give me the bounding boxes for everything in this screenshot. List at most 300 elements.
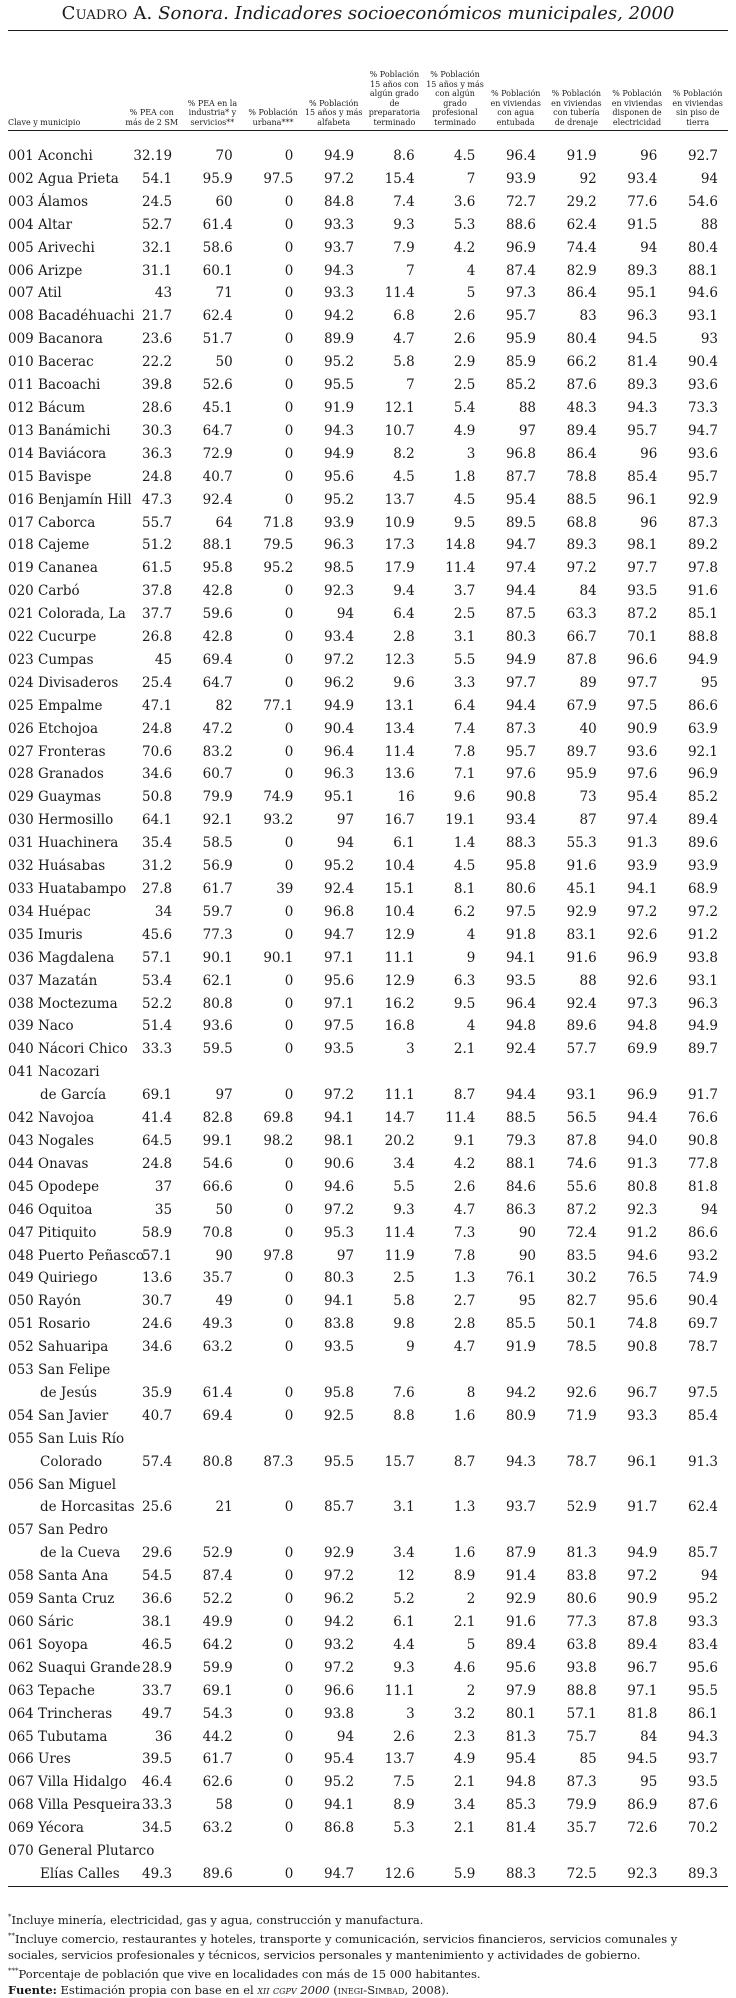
cell-value: 56.5 <box>566 1110 597 1127</box>
municipio-name: 050 Rayón <box>8 1293 82 1310</box>
cell-value: 91.7 <box>687 1087 718 1104</box>
cell-value: 0 <box>243 1863 304 1886</box>
cell-value: 83.1 <box>566 926 597 943</box>
cell-value <box>667 1519 728 1542</box>
municipio-name: 039 Naco <box>8 1018 74 1035</box>
cell-value: 89.7 <box>687 1041 718 1058</box>
cell-value: 2.5 <box>393 1270 415 1287</box>
table-row <box>8 1061 728 1084</box>
cell-value: 61.7 <box>202 881 233 897</box>
cell-value: 96.3 <box>687 995 718 1012</box>
title-prefix: Cuadro A. <box>61 3 153 24</box>
cell-value: 7.1 <box>453 766 476 783</box>
cell-value: 8.7 <box>453 1087 476 1104</box>
municipio-name: 024 Divisaderos <box>8 674 119 691</box>
municipio-name: 057 San Pedro <box>8 1522 109 1539</box>
table-row <box>8 1015 728 1038</box>
cell-value: 93.1 <box>687 972 718 989</box>
header-profesional: % Población 15 años y más con algún grado profesional terminado <box>425 31 486 131</box>
cell-value: 94.7 <box>687 422 718 439</box>
cell-value: 49.3 <box>202 1316 233 1333</box>
cell-value: 7 <box>466 170 476 187</box>
cell-value: 97.5 <box>687 1384 718 1401</box>
cell-value: 91.9 <box>323 399 355 416</box>
cell-value: 4.7 <box>453 1201 476 1218</box>
cell-value: 0 <box>284 239 294 256</box>
cell-value: 49 <box>215 1293 233 1310</box>
cell-value: 4.2 <box>453 239 476 256</box>
municipio-name: de Horcasitas <box>40 1499 135 1516</box>
cell-value: 59.5 <box>202 1041 233 1058</box>
cell-value: 9.5 <box>453 995 476 1012</box>
cell-value: 97.9 <box>505 1682 537 1699</box>
cell-value: 59.9 <box>202 1659 233 1676</box>
cell-value: 87.6 <box>566 377 597 394</box>
cell-value: 52.9 <box>202 1545 233 1562</box>
table-row <box>8 1267 728 1290</box>
cell-value: 97.2 <box>323 1568 355 1585</box>
cell-value <box>243 1061 304 1084</box>
cell-value: 12.1 <box>384 399 415 416</box>
cell-value: 93.9 <box>505 170 537 187</box>
cell-value: 93.8 <box>687 949 718 966</box>
cell-value: 44.2 <box>202 1728 233 1745</box>
cell-value: 88.3 <box>485 1863 546 1886</box>
cell-value <box>121 1519 182 1542</box>
table-row <box>8 786 728 809</box>
cell-value <box>425 1840 486 1863</box>
municipio-name: 025 Empalme <box>8 697 103 714</box>
cell-value: 95.2 <box>263 560 294 577</box>
cell-value: 8.2 <box>393 445 415 462</box>
cell-value: 20.2 <box>384 1132 415 1149</box>
cell-value: 0 <box>284 445 294 462</box>
cell-value <box>182 1840 243 1863</box>
cell-value <box>607 1428 668 1451</box>
cell-value: 62.4 <box>566 216 597 233</box>
cell-value: 89.3 <box>627 262 658 279</box>
cell-value: 93.6 <box>627 743 658 760</box>
cell-value: 88.5 <box>505 1110 537 1127</box>
cell-value: 0 <box>284 468 294 485</box>
cell-value: 97.1 <box>627 1682 658 1699</box>
cell-value: 81.8 <box>627 1705 658 1722</box>
cell-value: 97.2 <box>627 1568 658 1585</box>
cell-value: 0 <box>284 308 294 325</box>
cell-value: 0 <box>284 216 294 233</box>
cell-value: 15.7 <box>384 1453 415 1470</box>
source-note: Fuente: Estimación propia con base en el xii cgpv 2000 (inegi-Simbad, 2008). <box>8 1983 450 1998</box>
cell-value: 2.9 <box>453 354 476 371</box>
cell-value: 95.9 <box>505 331 537 348</box>
table-row <box>8 1176 728 1199</box>
cell-value: 94 <box>700 1568 718 1585</box>
cell-value <box>121 1428 182 1451</box>
cell-value: 4.7 <box>393 331 415 348</box>
cell-value: 6.1 <box>393 835 415 852</box>
cell-value: 34 <box>154 903 173 920</box>
cell-value: 83.5 <box>566 1247 597 1264</box>
cell-value: 93.2 <box>263 812 294 829</box>
cell-value: 15.1 <box>384 881 415 897</box>
cell-value: 85.2 <box>687 789 718 806</box>
table-row <box>8 993 728 1016</box>
cell-value: 80.4 <box>687 239 718 256</box>
cell-value: 17.3 <box>384 537 415 554</box>
cell-value: 62.4 <box>202 308 233 325</box>
cell-value: 92.9 <box>505 1591 537 1608</box>
cell-value: 15.4 <box>384 170 415 187</box>
table-title <box>8 0 728 30</box>
cell-value: 92.3 <box>627 1201 658 1218</box>
cell-value: 66.7 <box>566 629 597 646</box>
title-state: Sonora. <box>158 3 229 24</box>
cell-value: 80.8 <box>627 1178 658 1195</box>
cell-value: 85.5 <box>505 1316 537 1333</box>
cell-value: 90.1 <box>202 949 233 966</box>
municipio-name: 036 Magdalena <box>8 949 115 966</box>
cell-value: 17.9 <box>384 560 415 577</box>
cell-value: 71.8 <box>263 514 294 531</box>
cell-value: 91.4 <box>505 1568 537 1585</box>
cell-value: 91.3 <box>627 1155 658 1172</box>
cell-value: 92.6 <box>627 926 658 943</box>
cell-value: 0 <box>284 903 294 920</box>
cell-value: 36.6 <box>142 1591 173 1608</box>
cell-value: 97.5 <box>263 170 294 187</box>
table-row <box>8 718 728 741</box>
cell-value: 87.4 <box>505 262 537 279</box>
cell-value: 3.1 <box>393 1499 415 1516</box>
cell-value: 24.8 <box>142 468 173 485</box>
cell-value: 87.2 <box>627 606 658 623</box>
cell-value: 77.3 <box>566 1614 597 1630</box>
cell-value: 96.8 <box>323 903 355 920</box>
cell-value: 83.2 <box>202 743 233 760</box>
cell-value: 91.3 <box>687 1453 718 1470</box>
cell-value: 94.6 <box>627 1247 658 1264</box>
cell-value: 9.3 <box>393 1659 415 1676</box>
table-row <box>8 489 728 512</box>
cell-value: 2.3 <box>453 1728 476 1745</box>
cell-value: 33.3 <box>142 1041 173 1058</box>
municipio-name: 002 Agua Prieta <box>8 170 119 187</box>
cell-value: 96.6 <box>323 1682 355 1699</box>
cell-value: 67.9 <box>566 697 597 714</box>
cell-value: 95.8 <box>323 1384 355 1401</box>
cell-value: 2.6 <box>453 331 476 348</box>
cell-value: 2.5 <box>453 606 476 623</box>
cell-value: 98.1 <box>323 1132 355 1149</box>
cell-value <box>667 1061 728 1084</box>
cell-value: 92.4 <box>505 1041 537 1058</box>
cell-value: 96 <box>640 445 658 462</box>
cell-value: 93.3 <box>687 1614 718 1630</box>
cell-value: 61.7 <box>202 1751 233 1768</box>
cell-value: 80.1 <box>505 1705 537 1722</box>
cell-value: 61.5 <box>142 560 173 577</box>
table-row <box>8 1428 728 1451</box>
cell-value: 9 <box>466 949 476 966</box>
cell-value: 0 <box>284 1751 294 1768</box>
cell-value: 24.8 <box>142 1155 173 1172</box>
municipio-name: 015 Bavispe <box>8 468 92 485</box>
cell-value <box>303 1474 364 1497</box>
cell-value <box>425 1519 486 1542</box>
cell-value <box>485 1428 546 1451</box>
cell-value: 89.4 <box>627 1636 658 1653</box>
municipio-name: 055 San Luis Río <box>8 1430 125 1447</box>
cell-value: 84.6 <box>505 1178 537 1195</box>
cell-value: 91.3 <box>627 835 658 852</box>
cell-value: 8.9 <box>393 1797 415 1814</box>
cell-value: 54.5 <box>142 1568 173 1585</box>
cell-value: 4 <box>466 262 476 279</box>
cell-value: 95.9 <box>566 766 597 783</box>
cell-value: 4.5 <box>453 491 476 508</box>
cell-value: 11.4 <box>445 560 476 577</box>
table-row <box>8 512 728 535</box>
cell-value: 96.4 <box>505 148 537 164</box>
cell-value: 81.4 <box>505 1820 537 1837</box>
cell-value: 89.3 <box>566 537 597 554</box>
cell-value: 2.6 <box>453 1178 476 1195</box>
cell-value: 9.8 <box>393 1316 415 1333</box>
cell-value: 88.5 <box>566 491 597 508</box>
municipio-name: 029 Guaymas <box>8 789 101 806</box>
municipio-name: 013 Banámichi <box>8 422 111 439</box>
table-row <box>8 1245 728 1268</box>
cell-value: 97.3 <box>505 285 537 302</box>
cell-value: 51.7 <box>202 331 233 348</box>
cell-value: 0 <box>284 285 294 302</box>
cell-value: 0 <box>284 1774 294 1791</box>
cell-value: 81.4 <box>627 354 658 371</box>
cell-value: 9.6 <box>453 789 476 806</box>
cell-value: 97.7 <box>505 674 537 691</box>
municipio-name: 043 Nogales <box>8 1132 94 1149</box>
cell-value: 29.6 <box>142 1545 173 1562</box>
cell-value: 4.5 <box>453 148 476 164</box>
table-row <box>8 1474 728 1497</box>
cell-value: 63.2 <box>202 1339 233 1356</box>
cell-value: 80.4 <box>566 331 597 348</box>
municipio-name: 070 General Plutarco <box>8 1843 155 1860</box>
cell-value: 89.5 <box>505 514 537 531</box>
cell-value: 95.7 <box>505 308 537 325</box>
cell-value: 1.8 <box>453 468 476 485</box>
cell-value: 3 <box>406 1041 415 1058</box>
municipio-name: 018 Cajeme <box>8 537 90 554</box>
cell-value: 87.4 <box>202 1568 233 1585</box>
cell-value: 85 <box>579 1751 597 1768</box>
cell-value: 9 <box>406 1339 415 1356</box>
cell-value: 85.9 <box>505 354 537 371</box>
cell-value: 69.1 <box>202 1682 233 1699</box>
cell-value: 69.1 <box>142 1087 173 1104</box>
cell-value: 1.3 <box>453 1270 476 1287</box>
cell-value <box>243 1474 304 1497</box>
cell-value: 93.9 <box>687 858 718 875</box>
cell-value: 36.3 <box>142 445 173 462</box>
cell-value: 4.9 <box>453 422 476 439</box>
table-row <box>8 191 728 214</box>
cell-value: 79.5 <box>263 537 294 554</box>
cell-value: 96 <box>640 514 658 531</box>
cell-value: 90.4 <box>687 1293 718 1310</box>
cell-value: 52.7 <box>142 216 173 233</box>
footnote-2: **Incluye comercio, restaurantes y hoteles, transporte y comunicación, servicios financieros, servicios comunales y sociales, servicios profesionales y técnicos, servicios personales y mantenimiento y actividades de gobierno. <box>8 1931 678 1962</box>
cell-value: 97.8 <box>687 560 718 577</box>
cell-value: 96.3 <box>323 537 355 554</box>
cell-value <box>485 1840 546 1863</box>
cell-value: 11.9 <box>384 1247 415 1264</box>
cell-value: 69.7 <box>687 1316 718 1333</box>
cell-value: 96.9 <box>627 949 658 966</box>
cell-value: 76.6 <box>687 1110 718 1127</box>
cell-value: 7.4 <box>453 720 476 737</box>
municipio-name: 016 Benjamín Hill <box>8 491 132 508</box>
cell-value <box>303 1061 364 1084</box>
cell-value: 0 <box>284 491 294 508</box>
cell-value: 52.2 <box>202 1591 233 1608</box>
municipio-name: de Jesús <box>40 1384 97 1401</box>
cell-value: 58 <box>215 1797 233 1814</box>
cell-value: 0 <box>284 1705 294 1722</box>
municipio-name: 061 Soyopa <box>8 1636 88 1653</box>
cell-value: 3.6 <box>453 193 476 210</box>
municipio-name: 030 Hermosillo <box>8 812 114 829</box>
cell-value: 93.2 <box>687 1247 718 1264</box>
cell-value: 69.4 <box>202 1407 233 1424</box>
cell-value: 96.3 <box>323 766 355 783</box>
cell-value: 7 <box>406 377 415 394</box>
footnote-1: *Incluye minería, electricidad, gas y agua, construcción y manufactura. <box>8 1912 424 1927</box>
table-row <box>8 131 728 168</box>
cell-value: 5.5 <box>393 1178 415 1195</box>
cell-value: 92.1 <box>687 743 718 760</box>
cell-value: 5.3 <box>393 1820 415 1837</box>
table-row <box>8 305 728 328</box>
cell-value: 54.1 <box>142 170 173 187</box>
cell-value: 0 <box>284 1682 294 1699</box>
cell-value: 4.9 <box>453 1751 476 1768</box>
municipio-name: 069 Yécora <box>8 1820 84 1837</box>
cell-value: 85.7 <box>323 1499 355 1516</box>
table-row <box>8 1519 728 1542</box>
table-row-continuation <box>8 1496 728 1519</box>
cell-value: 87.8 <box>566 1132 597 1149</box>
cell-value: 47.2 <box>202 720 233 737</box>
cell-value: 8.1 <box>453 881 476 897</box>
cell-value: 57.4 <box>142 1453 173 1470</box>
cell-value: 95.6 <box>687 1659 718 1676</box>
cell-value: 11.1 <box>384 1087 415 1104</box>
cell-value: 25.4 <box>142 674 173 691</box>
cell-value: 10.4 <box>384 858 415 875</box>
cell-value: 59.6 <box>202 606 233 623</box>
cell-value: 34.6 <box>142 1339 173 1356</box>
cell-value: 0 <box>284 262 294 279</box>
cell-value: 92.6 <box>627 972 658 989</box>
municipio-name: 019 Cananea <box>8 560 98 577</box>
table-row <box>8 214 728 237</box>
cell-value: 5 <box>466 1636 476 1653</box>
cell-value: 96.9 <box>687 766 718 783</box>
cell-value: 69.8 <box>263 1110 294 1127</box>
municipio-name: 037 Mazatán <box>8 972 98 989</box>
cell-value: 88.6 <box>505 216 537 233</box>
table-row <box>8 1313 728 1336</box>
cell-value: 0 <box>284 422 294 439</box>
cell-value: 0 <box>284 606 294 623</box>
cell-value: 74.9 <box>263 789 294 806</box>
cell-value: 94.8 <box>505 1018 537 1035</box>
table-row <box>8 924 728 947</box>
cell-value: 16.2 <box>384 995 415 1012</box>
cell-value: 87.3 <box>687 514 718 531</box>
cell-value: 7.5 <box>393 1774 415 1791</box>
cell-value: 90.9 <box>627 720 658 737</box>
cell-value: 91.2 <box>687 926 718 943</box>
cell-value: 0 <box>284 858 294 875</box>
cell-value: 97.1 <box>323 949 355 966</box>
cell-value: 37 <box>154 1178 173 1195</box>
cell-value: 89.6 <box>566 1018 597 1035</box>
cell-value: 90.1 <box>263 949 294 966</box>
cell-value: 24.5 <box>142 193 173 210</box>
cell-value: 63.9 <box>687 720 718 737</box>
table-row <box>8 603 728 626</box>
cell-value: 55.3 <box>566 835 597 852</box>
cell-value: 8.8 <box>393 1407 415 1424</box>
cell-value <box>485 1061 546 1084</box>
cell-value: 95.8 <box>202 560 233 577</box>
cell-value: 95.6 <box>627 1293 658 1310</box>
cell-value <box>243 1840 304 1863</box>
cell-value: 87.3 <box>505 720 537 737</box>
cell-value: 7.6 <box>393 1384 415 1401</box>
cell-value: 95.4 <box>505 491 537 508</box>
cell-value: 95.5 <box>323 1453 355 1470</box>
cell-value: 89.2 <box>687 537 718 554</box>
cell-value: 80.3 <box>505 629 537 646</box>
cell-value: 21.7 <box>142 308 173 325</box>
cell-value: 5.5 <box>453 651 476 668</box>
cell-value: 77.1 <box>263 697 294 714</box>
cell-value: 0 <box>284 148 294 164</box>
cell-value: 6.2 <box>453 903 476 920</box>
municipio-name: 023 Cumpas <box>8 651 94 668</box>
header-preparatoria: % Población 15 años con algún grado de preparatoria terminado <box>364 31 425 131</box>
cell-value: 86.6 <box>687 697 718 714</box>
cell-value: 2.7 <box>453 1293 476 1310</box>
cell-value: 82 <box>215 697 233 714</box>
cell-value: 39.8 <box>142 377 173 394</box>
cell-value: 0 <box>284 651 294 668</box>
cell-value: 94.1 <box>323 1293 355 1310</box>
cell-value: 52.9 <box>566 1499 597 1516</box>
cell-value: 53.4 <box>142 972 173 989</box>
table-row <box>8 1565 728 1588</box>
cell-value: 92.5 <box>323 1407 355 1424</box>
cell-value: 0 <box>284 583 294 600</box>
cell-value <box>182 1474 243 1497</box>
cell-value: 94.2 <box>323 1614 355 1630</box>
cell-value: 68.9 <box>687 881 718 897</box>
municipio-name: 027 Fronteras <box>8 743 106 760</box>
footnote-3: ***Porcentaje de población que vive en localidades con más de 15 000 habitantes. <box>8 1966 481 1981</box>
